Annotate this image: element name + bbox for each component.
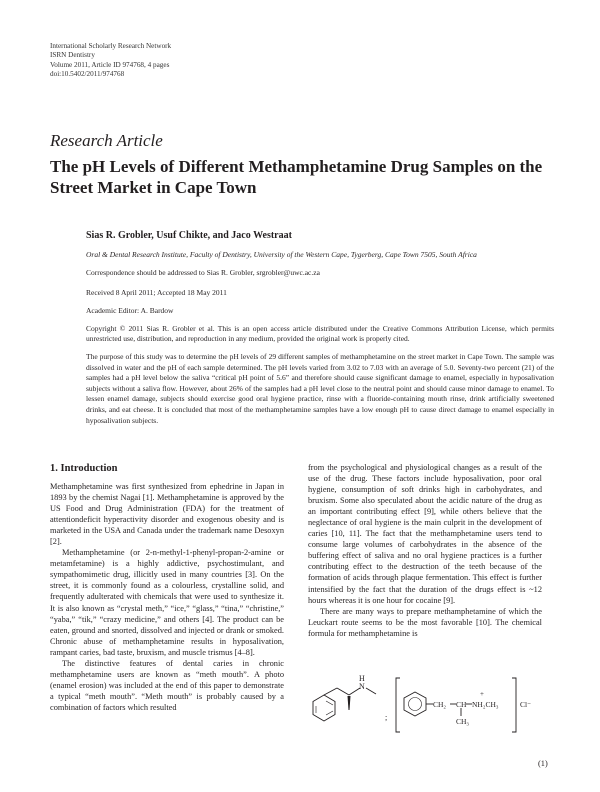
wedge-bond — [348, 696, 351, 710]
authors: Sias R. Grobler, Usuf Chikte, and Jaco Westraat — [86, 230, 292, 241]
benzene-ring-right — [404, 692, 426, 716]
journal-header — [50, 42, 171, 80]
formula-h-label: H — [359, 674, 365, 683]
academic-editor: Academic Editor: A. Bardow — [86, 306, 174, 315]
volume-line: Volume 2011, Article ID 974768, 4 pages — [50, 60, 170, 69]
equation-number: (1) — [538, 759, 548, 768]
journal-name: International Scholarly Research Network — [50, 42, 172, 50]
correspondence: Correspondence should be addressed to Sias R. Grobler, srgrobler@uwc.ac.za — [86, 268, 320, 277]
formula-ch3: CH₃ — [456, 717, 470, 726]
formula-ch2: CH₂ — [433, 700, 447, 709]
intro-paragraph-3: The distinctive features of dental caries in chronic methamphetamine users are known as “meth mouth”. A photo (enamel erosion) was included at the end of this paper to demonstrate a typical “meth mouth”. “Meth mouth” is probably caused by a combination of factors which resulted — [50, 658, 284, 712]
left-bracket — [396, 678, 400, 732]
formula-separator: ; — [385, 713, 388, 722]
intro-paragraph-3-continued: from the psychological and physiological changes as a result of the use of the drug. These factors include hyposalivation, poor oral hygiene, consumption of soft drinks high in carbohydrates, and bruxism. Some also speculated about the acidic nature of the drug as an important contributing effect [9], while others believe that the neglectance of oral hygiene is the main culprit in the development of caries [10, 11]. The fact that the methamphetamine users tend to consume large volumes of carbohydrates in the absence of the buffering effect of saliva and no oral hygiene practices is a further contributing effect to the destruction of the teeth because of the formation of acids through plaque fermentation. This effect is further intensified by the fact that the duration of the drugs effect is ~12 hours whereas it is one hour for cocaine [9]. — [308, 463, 542, 605]
copyright-notice: Copyright © 2011 Sias R. Grobler et al. This is an open access article distributed under the Creative Commons Attribution License, which permits unrestricted use, distribution, and reproduction in any medium, provided the original work is properly cited. — [86, 324, 554, 343]
methamphetamine-formula — [308, 670, 558, 778]
formula-plus: + — [480, 690, 484, 698]
formula-n-label: N — [359, 682, 365, 691]
right-column — [308, 462, 542, 639]
doi-link[interactable]: doi:10.5402/2011/974768 — [50, 70, 125, 79]
section-heading-introduction: 1. Introduction — [50, 463, 118, 474]
left-column — [50, 462, 284, 713]
intro-paragraph-1: Methamphetamine was first synthesized from ephedrine in Japan in 1893 by the chemist Nagai [1]. Methamphetamine is approved by the US Food and Drug Administration (FDA) for the treatment of attentiondeficit hyperactivity disorder and exogenous obesity and is marketed in the USA and Canada under the trademark name Desoxyn [2]. — [50, 482, 284, 547]
formula-nh2ch3: NH₂CH₃ — [472, 700, 499, 709]
paper-title: The pH Levels of Different Methamphetamine Drug Samples on the Street Market in Cape Town — [50, 157, 543, 197]
right-bracket — [512, 678, 516, 732]
intro-paragraph-4: There are many ways to prepare methamphetamine of which the Leuckart route seems to be the most favorable [10]. The chemical formula for methamphetamine is — [308, 606, 542, 638]
abstract: The purpose of this study was to determine the pH levels of 29 different samples of methamphetamine on the street market in Cape Town. The sample was dissolved in water and the pH of each sample determined. The pH levels varied from 3.02 to 7.03 with an average of 5.0. Seventy-two percent (21) of the samples had a pH level below the saliva “critical pH point of 5.6” and therefore should cause significant damage to enamel, especially in hyposalivation subjects without a saliva flow. However, about 26% of the samples had a pH level close to the neutral point and should cause minor damage to enamel. To lessen enamel damage, subjects should exercise good oral hygiene practice, rinse with a fluoride-containing mouth rinse, drink artificially sweetened drinks, and eat cheese. It is concluded that most of the methamphetamine samples have a low enough pH to cause direct damage to enamel especially in hyposalivation subjects. — [86, 352, 554, 425]
formula-ch: CH — [456, 700, 467, 709]
formula-cl-minus: Cl⁻ — [520, 700, 532, 709]
journal-short-name: ISRN Dentistry — [50, 51, 95, 60]
article-type: Research Article — [50, 131, 163, 150]
affiliation: Oral & Dental Research Institute, Faculty of Dentistry, University of the Western Cape, Tygerberg, Cape Town 7505, South Africa — [86, 250, 477, 259]
intro-paragraph-2: Methamphetamine (or 2-n-methyl-1-phenyl-propan-2-amine or metamfetamine) is a highly addictive, psychostimulant, and sympathomimetic drug, illicitly used in many countries [3]. On the street, it is commonly found as a colourless, crystalline solid, and frequently adulterated with chemicals that were used to synthesize it. It is also known as “crystal meth,” “ice,” “glass,” “tina,” “christine,” “yaba,” “tik,” “crazy medicine,” and others [4]. The product can be eaten, ground and snorted, dissolved and injected or drank or smoked. Chronic abuse of methamphetamine results in hyposalivation, rampant caries, bad taste, bruxism, and muscle trismus [4–8]. — [50, 548, 284, 657]
received-dates: Received 8 April 2011; Accepted 18 May 2011 — [86, 288, 227, 297]
